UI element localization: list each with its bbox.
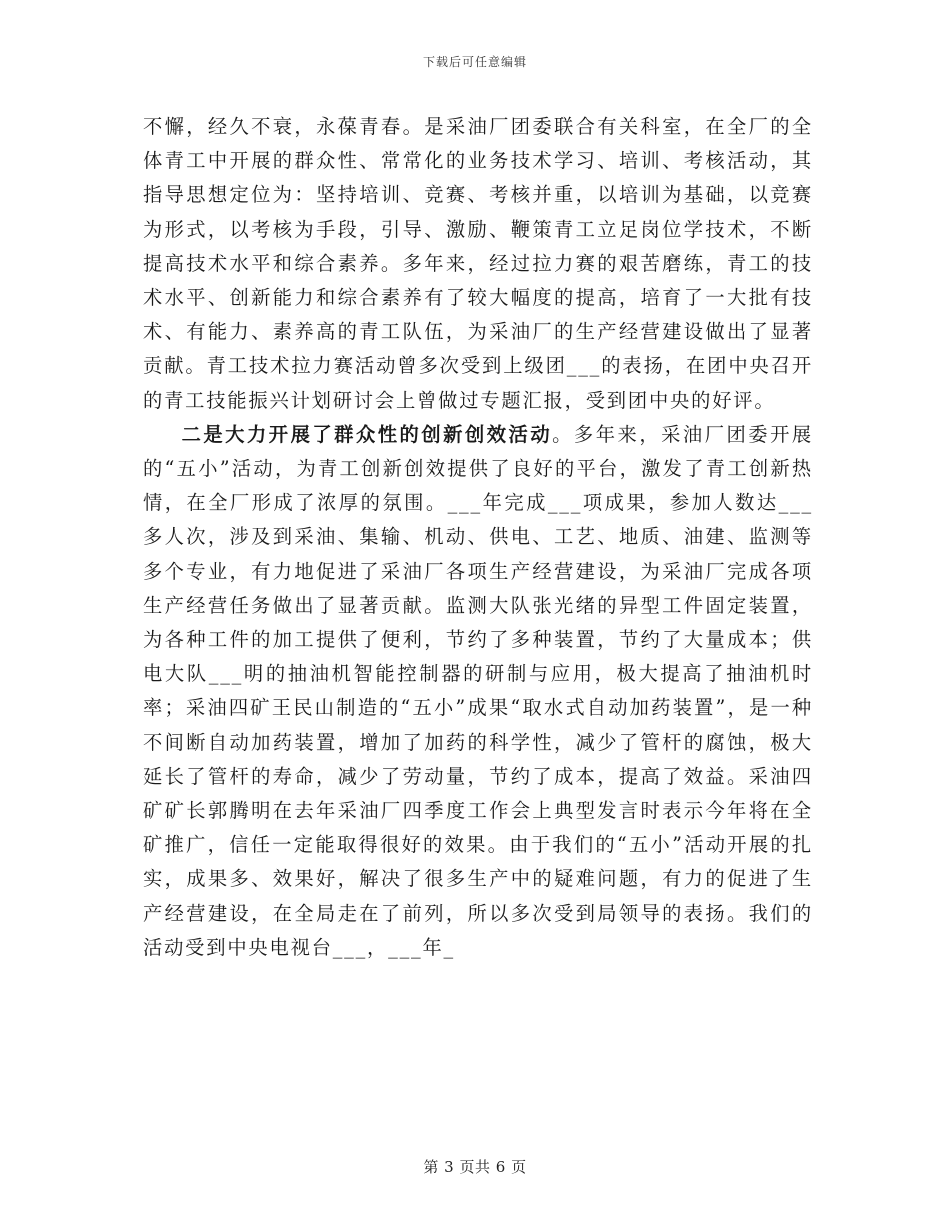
paragraph-heading-bold: 二是大力开展了群众性的创新创效活动 [181,422,553,446]
paragraph-innovation [143,418,813,965]
page-header: 下载后可任意编辑 [422,55,527,69]
page-number-footer: 第 3 页共 6 页 [423,1158,527,1176]
paragraph-body-text: 。多年来，采油厂团委开展的“五小”活动，为青工创新创效提供了良好的平台，激发了青工创新热情，在全厂形成了浓厚的氛围。___年完成___项成果，参加人数达___多人次，涉及到采油、集输、机动、供电、工艺、地质、油建、监测等多个专业，有力地促进了采油厂各项生产经营建设，为采油厂完成各项生产经营任务做出了显著贡献。监测大队张光绪的异型工件固定装置，为各种工件的加工提供了便利，节约了多种装置，节约了大量成本；供电大队___明的抽油机智能控制器的研制与应用，极大提高了抽油机时率；采油四矿王民山制造的“五小”成果“取水式自动加药装置”，是一种不间断自动加药装置，增加了加药的科学性，减少了管杆的腐蚀，极大延长了管杆的寿命，减少了劳动量，节约了成本，提高了效益。采油四矿矿长郭腾明在去年采油厂四季度工作会上典型发言时表示今年将在全矿推广，信任一定能取得很好的效果。由于我们的“五小”活动开展的扎实，成果多、效果好，解决了很多生产中的疑难问题，有力的促进了生产经营建设，在全局走在了前列，所以多次受到局领导的表扬。我们的活动受到中央电视台___，___年_ [143,422,813,959]
document-body [143,110,813,965]
paragraph-continuation: 不懈，经久不衰，永葆青春。是采油厂团委联合有关科室，在全厂的全体青工中开展的群众性、常常化的业务技术学习、培训、考核活动，其指导思想定位为：坚持培训、竞赛、考核并重，以培训为基础，以竞赛为形式，以考核为手段，引导、激励、鞭策青工立足岗位学技术，不断提高技术水平和综合素养。多年来，经过拉力赛的艰苦磨练，青工的技术水平、创新能力和综合素养有了较大幅度的提高，培育了一大批有技术、有能力、素养高的青工队伍，为采油厂的生产经营建设做出了显著贡献。青工技术拉力赛活动曾多次受到上级团___的表扬，在团中央召开的青工技能振兴计划研讨会上曾做过专题汇报，受到团中央的好评。 [143,115,813,412]
